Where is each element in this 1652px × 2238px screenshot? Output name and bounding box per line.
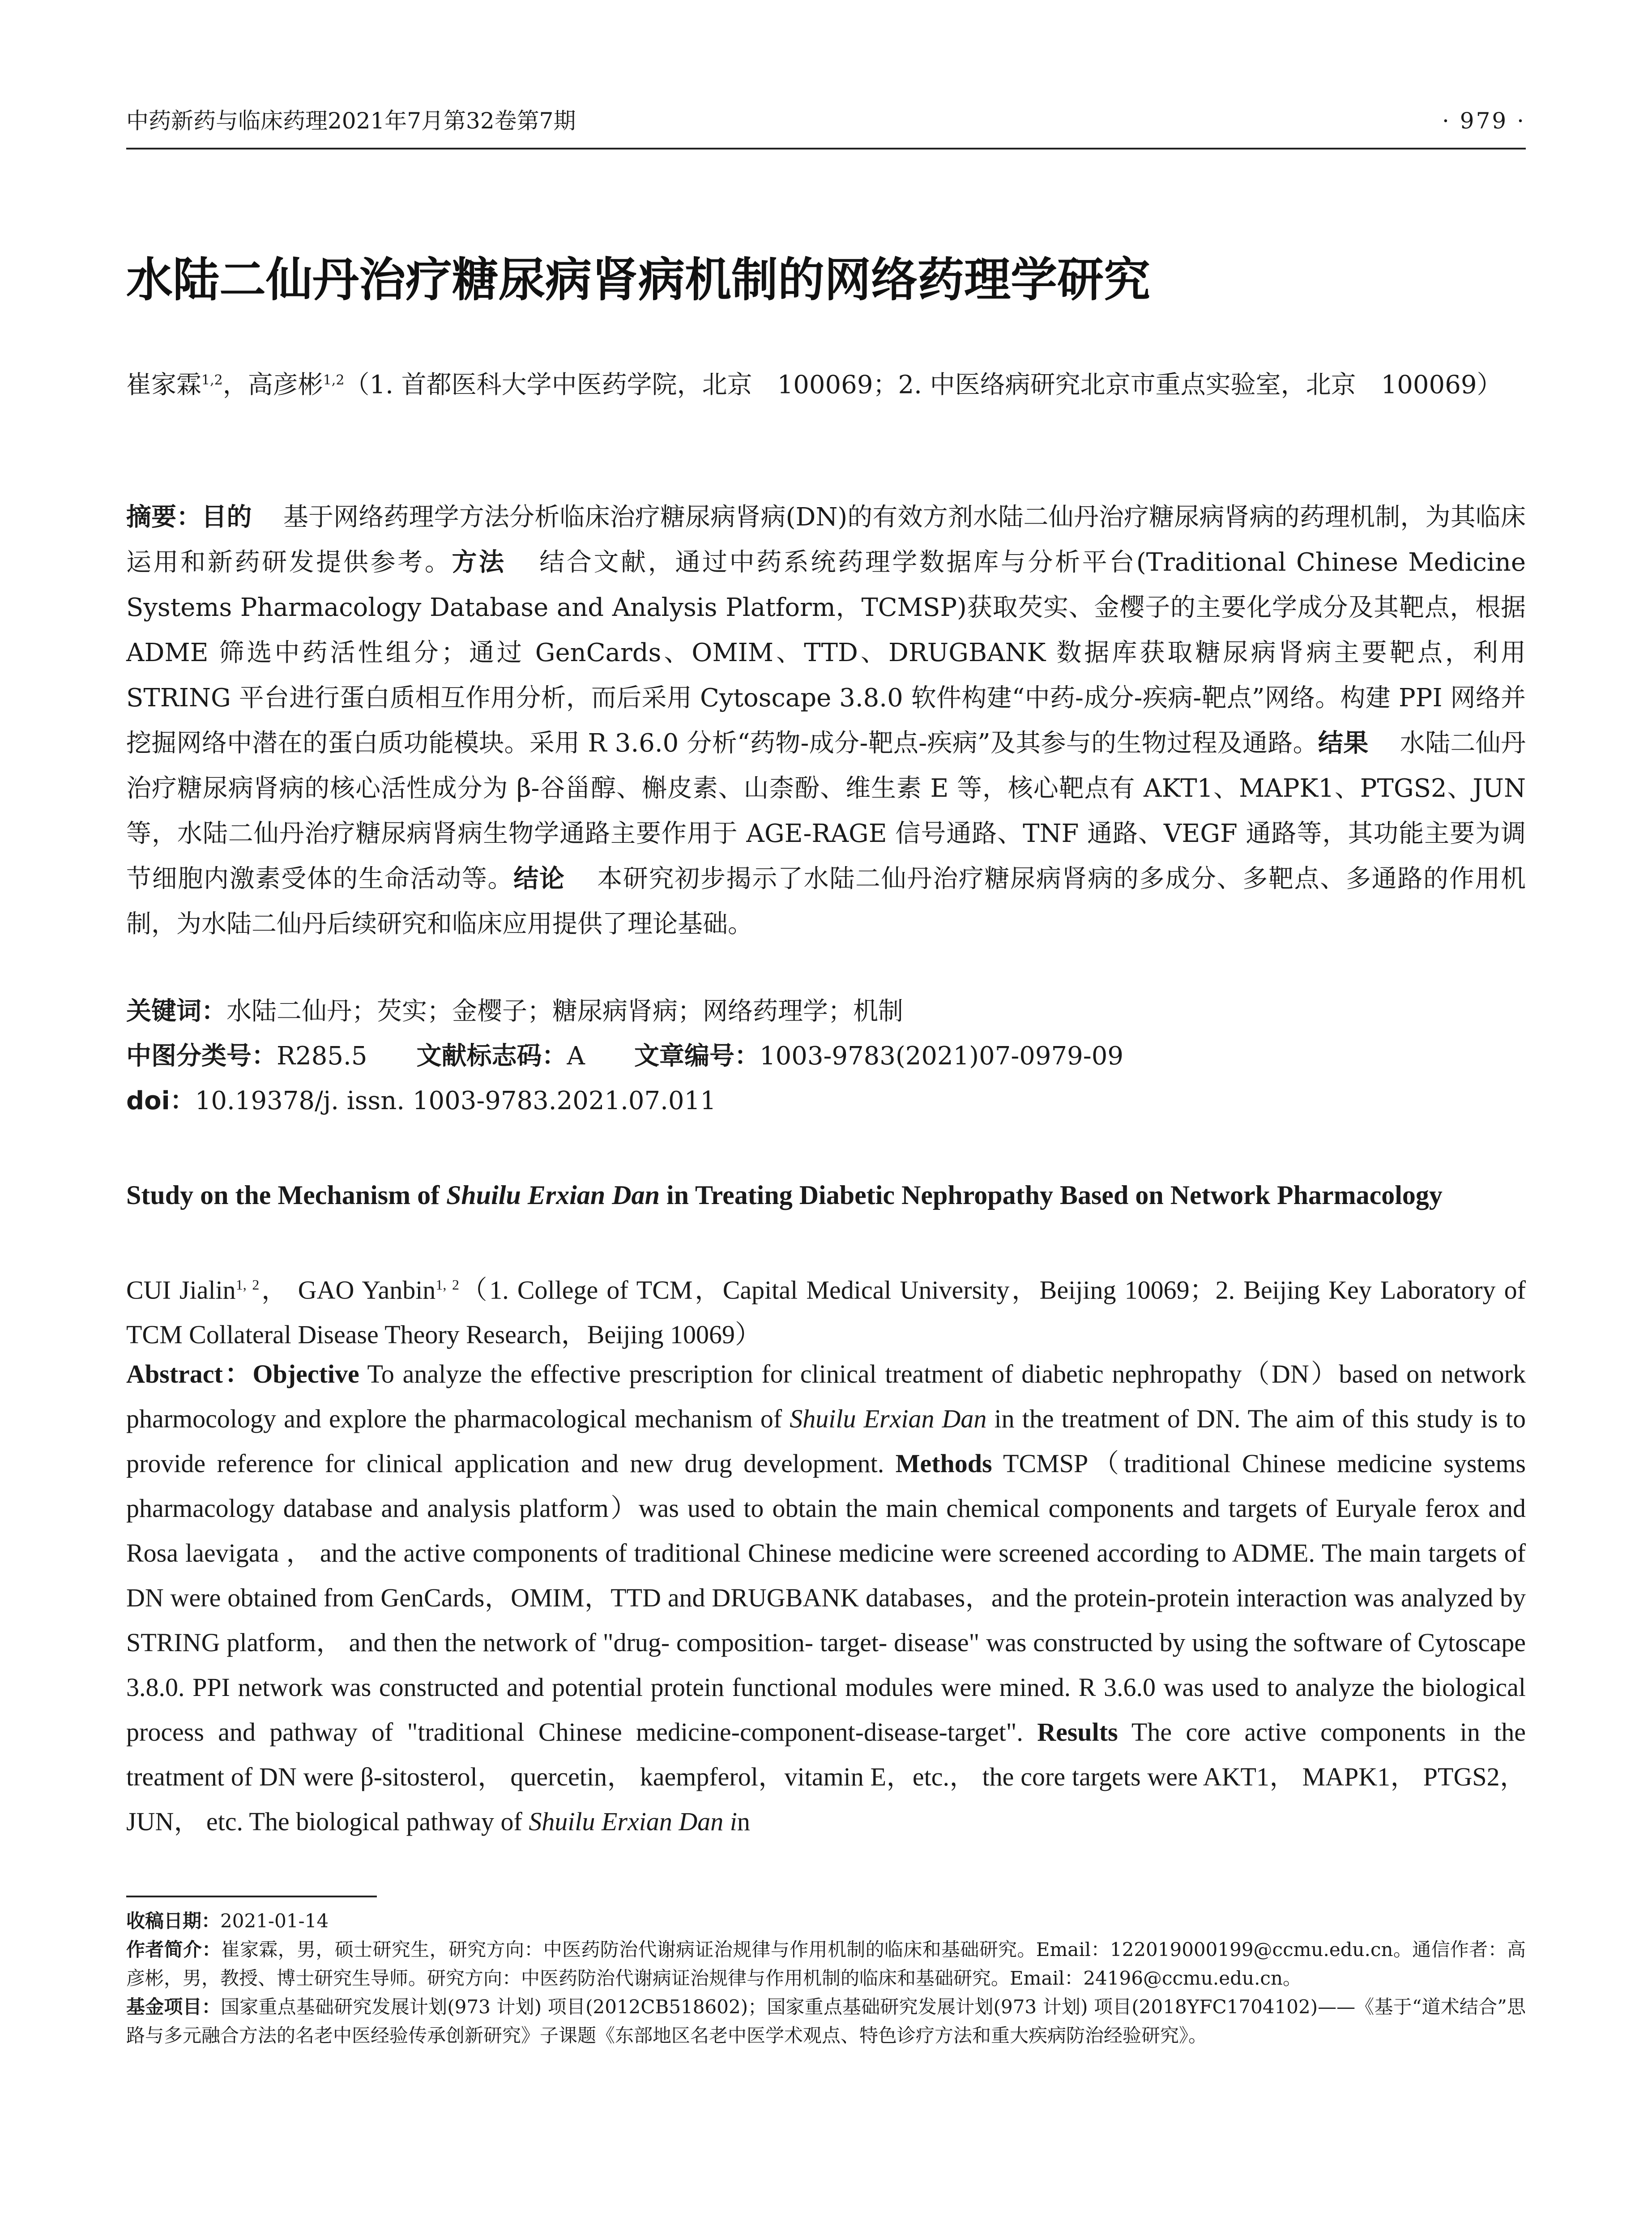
author-separator: ，	[222, 370, 248, 400]
authors-cn	[126, 358, 1526, 408]
english-title	[126, 1173, 1526, 1217]
en-author-1-name: CUI Jialin	[126, 1275, 236, 1305]
doi-line	[126, 1081, 1526, 1121]
clc-label: 中图分类号：	[126, 1042, 277, 1071]
journal-name: 中药新药与临床药理2021年7月第32卷第7期	[126, 108, 576, 134]
article-number-label: 文章编号：	[634, 1042, 760, 1071]
doi-value[interactable]: 10.19378/j. issn. 1003-9783.2021.07.011	[195, 1086, 716, 1115]
objective-label: 目的	[201, 503, 252, 532]
received-label: 收稿日期：	[126, 1910, 221, 1932]
author-2-sup: 1,2	[323, 372, 345, 388]
methods-label: 方法	[452, 548, 506, 577]
en-results-label: Results	[1037, 1717, 1118, 1747]
en-author-2-name: GAO Yanbin	[298, 1275, 436, 1305]
footnotes	[126, 1907, 1526, 2050]
received-value: 2021-01-14	[220, 1910, 329, 1932]
footnote-received	[126, 1907, 1526, 1935]
footnote-bio	[126, 1935, 1526, 1993]
affiliations-cn: （1. 首都医科大学中医药学院，北京 100069；2. 中医络病研究北京市重点实验室，北京 100069）	[344, 370, 1502, 400]
keywords-label: 关键词：	[126, 997, 226, 1026]
objective-text: 基于网络药理学方法分析临床治疗糖尿病肾病(DN)的有效方剂水陆二仙丹治疗糖尿病肾病的药理机制，为其临床运用和新药研发提供参考。	[126, 503, 1526, 577]
page-number: · 979 ·	[1442, 108, 1526, 134]
en-results-italic: Shuilu Erxian Dan i	[529, 1807, 737, 1836]
abstract-cn	[126, 495, 1526, 947]
results-label: 结果	[1318, 729, 1369, 758]
en-results-text-a: The core active components in the treatment of DN were β-sitosterol， quercetin， kaempferol，vitamin E，etc.， the core targets were AKT1， MAPK1， PTGS2， JUN， etc. The biological pathway of	[126, 1717, 1526, 1836]
author-2-name: 高彦彬	[248, 370, 323, 400]
english-abstract	[126, 1352, 1526, 1844]
methods-text: 结合文献，通过中药系统药理学数据库与分析平台(Traditional Chinese Medicine Systems Pharmacology Database and Analysis Platform，TCMSP)获取芡实、金樱子的主要化学成分及其靶点，根据 ADME 筛选中药活性组分；通过 GenCards、OMIM、TTD、DRUGBANK 数据库获取糖尿病肾病主要靶点，利用 STRING 平台进行蛋白质相互作用分析，而后采用 Cytoscape 3.8.0 软件构建“中药-成分-疾病-靶点”网络。构建 PPI 网络并挖掘网络中潜在的蛋白质功能模块。采用 R 3.6.0 分析“药物-成分-靶点-疾病”及其参与的生物过程及通路。	[126, 548, 1526, 758]
en-methods-label: Methods	[895, 1449, 992, 1478]
clc-value: R285.5	[277, 1042, 367, 1071]
abstract-label: 摘要：	[126, 503, 202, 532]
doc-code-item	[416, 1036, 585, 1076]
fund-label: 基金项目：	[126, 1996, 221, 2018]
keywords-line	[126, 991, 1526, 1032]
bio-value: 崔家霖，男，硕士研究生，研究方向：中医药防治代谢病证治规律与作用机制的临床和基础研究。Email：122019000199@ccmu.edu.cn。通信作者：高彦彬，男，教授、博士研究生导师。研究方向：中医药防治代谢病证治规律与作用机制的临床和基础研究。Email：24196@ccmu.edu.cn。	[126, 1939, 1526, 1989]
running-header	[126, 103, 1526, 139]
en-author-1-sup: 1, 2	[235, 1277, 260, 1293]
article-number-item	[634, 1036, 1123, 1076]
en-abstract-label: Abstract：	[126, 1359, 253, 1388]
doc-code-label: 文献标志码：	[416, 1042, 567, 1071]
english-title-italic: Shuilu Erxian Dan	[446, 1180, 660, 1210]
author-1-sup: 1,2	[201, 372, 223, 388]
article-title: 水陆二仙丹治疗糖尿病肾病机制的网络药理学研究	[126, 252, 1151, 307]
fund-value: 国家重点基础研究发展计划(973 计划) 项目(2012CB518602)；国家重点基础研究发展计划(973 计划) 项目(2018YFC1704102)——《基于“道术结合”思路与多元融合方法的名老中医经验传承创新研究》子课题《东部地区名老中医学术观点、特色诊疗方法和重大疾病防治经验研究》。	[126, 1996, 1526, 2046]
conclusion-text: 本研究初步揭示了水陆二仙丹治疗糖尿病肾病的多成分、多靶点、多通路的作用机制，为水陆二仙丹后续研究和临床应用提供了理论基础。	[126, 864, 1526, 939]
en-methods-text: TCMSP（traditional Chinese medicine systems pharmacology database and analysis platform）was used to obtain the main chemical components and targets of Euryale ferox and Rosa laevigata ， and the active components of traditional Chinese medicine were screened according to ADME. The main targets of DN were obtained from GenCards，OMIM，TTD and DRUGBANK databases，and the protein-protein interaction was analyzed by STRING platform， and then the network of "drug- composition- target- disease" was constructed by using the software of Cytoscape 3.8.0. PPI network was constructed and potential protein functional modules were mined. R 3.6.0 was used to analyze the biological process and pathway of "traditional Chinese medicine-component-disease-target".	[126, 1449, 1526, 1747]
clc-item	[126, 1036, 367, 1076]
en-objective-italic: Shuilu Erxian Dan	[790, 1404, 987, 1433]
header-rule	[126, 148, 1526, 149]
doi-label: doi：	[126, 1086, 195, 1115]
english-title-part-1: Study on the Mechanism of	[126, 1180, 447, 1210]
en-author-2-sup: 1, 2	[435, 1277, 459, 1293]
conclusion-label: 结论	[513, 864, 565, 893]
en-objective-label: Objective	[252, 1359, 359, 1388]
results-text: 水陆二仙丹治疗糖尿病肾病的核心活性成分为 β-谷甾醇、槲皮素、山柰酚、维生素 E 等，核心靶点有 AKT1、MAPK1、PTGS2、JUN 等，水陆二仙丹治疗糖尿病肾病生物学通路主要作用于 AGE-RAGE 信号通路、TNF 通路、VEGF 通路等，其功能主要为调节细胞内激素受体的生命活动等。	[126, 729, 1526, 893]
en-objective-text-a: To analyze the effective prescription for clinical treatment of diabetic nephropathy（DN）based on network pharmocology and explore the pharmacological mechanism of	[126, 1359, 1526, 1433]
english-authors: CUI Jialin$^{1, 2}$， GAO Yanbin$^{1, 2}$（1. College of TCM，Capital Medical University，Beijing 10069；2. Beijing Key Laboratory of TCM Collateral Disease Theory Research，Beijing 10069）	[126, 1275, 1526, 1350]
en-objective-text-b: in the treatment of DN. The aim of this study is to provide reference for clinical application and new drug development.	[126, 1404, 1526, 1478]
en-results-text-b: n	[737, 1807, 750, 1836]
en-affiliations: （1. College of TCM，Capital Medical University，Beijing 10069；2. Beijing Key Laboratory of TCM Collateral Disease Theory Research，Beijing 10069）	[126, 1275, 1526, 1350]
doc-code-value: A	[567, 1042, 585, 1071]
author-1-name: 崔家霖	[126, 370, 201, 400]
keywords-value: 水陆二仙丹；芡实；金樱子；糖尿病肾病；网络药理学；机制	[226, 997, 903, 1026]
article-number-value: 1003-9783(2021)07-0979-09	[759, 1042, 1123, 1071]
classification-line	[126, 1036, 1526, 1076]
bio-label: 作者简介：	[126, 1939, 221, 1960]
english-title-part-2: in Treating Diabetic Nephropathy Based on Network Pharmacology	[660, 1180, 1443, 1210]
footnote-fund	[126, 1993, 1526, 2050]
footnote-rule	[126, 1896, 377, 1897]
